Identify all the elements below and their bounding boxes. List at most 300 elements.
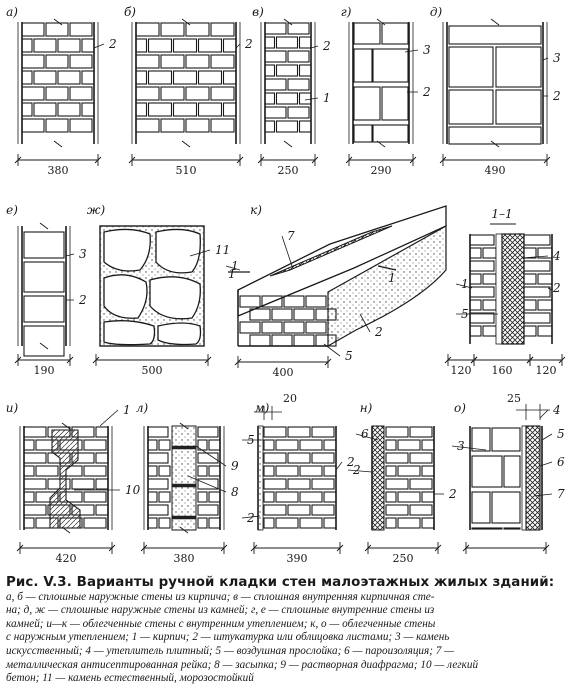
natural-stone: [158, 323, 201, 345]
brick: [148, 440, 157, 450]
brick: [161, 55, 184, 68]
brick: [70, 55, 92, 68]
brick: [34, 39, 56, 52]
brick: [538, 274, 552, 284]
panel-g: [341, 5, 431, 177]
brick: [449, 47, 493, 87]
brick: [82, 39, 94, 52]
callout-number: 2: [323, 39, 331, 53]
brick: [373, 125, 408, 142]
brick: [48, 479, 70, 489]
brick: [240, 322, 260, 333]
dimension-label: 380: [173, 552, 195, 565]
brick: [159, 466, 170, 476]
brick: [136, 87, 159, 100]
callout-number: 2: [79, 293, 87, 307]
panel-a: [6, 5, 117, 177]
brick: [24, 326, 64, 356]
dimension-label: 120: [450, 364, 472, 377]
brick: [524, 274, 536, 284]
brick: [288, 51, 309, 62]
brick: [483, 274, 496, 284]
brick: [306, 322, 326, 333]
brick: [524, 287, 550, 297]
brick: [504, 528, 520, 529]
callout-number: 2: [449, 487, 457, 501]
brick: [496, 47, 541, 87]
brick: [136, 71, 147, 84]
caption-line: искусственный; 4 — утеплитель плитный; 5 — воздушная прослойка; 6 — пароизоляция; 7 —: [6, 644, 455, 657]
brick: [300, 65, 312, 76]
brick: [277, 65, 298, 76]
dimension-label: 500: [141, 364, 163, 377]
brick: [288, 479, 310, 489]
brick: [354, 87, 380, 120]
brick: [312, 479, 334, 489]
dimension-label: 420: [55, 552, 77, 565]
brick: [410, 479, 432, 489]
brick: [265, 23, 286, 34]
line: [542, 434, 552, 440]
panel-letter: б): [123, 5, 137, 19]
line: [100, 410, 118, 426]
brick: [58, 103, 80, 116]
caption-line: на; д, ж — сплошные наружные стены из камней; г, е — сплошные внутренние стены из: [6, 604, 435, 617]
callout-number: 7: [557, 487, 565, 501]
brick: [354, 49, 372, 82]
brick: [22, 119, 44, 132]
brick: [82, 103, 94, 116]
brick: [264, 505, 286, 515]
brick: [538, 300, 552, 310]
brick: [472, 528, 502, 529]
callout-number: 8: [231, 485, 239, 499]
brick: [136, 39, 147, 52]
brick: [148, 427, 168, 437]
brick: [422, 466, 434, 476]
brick: [211, 119, 234, 132]
line: [311, 46, 318, 48]
panel-letter: в): [252, 5, 264, 19]
panel-letter: а): [6, 5, 18, 19]
mortar-diaphragm: [172, 446, 196, 449]
brick: [300, 37, 312, 48]
brick: [265, 93, 275, 104]
dimension-label: 250: [277, 164, 299, 177]
brick: [300, 93, 312, 104]
brick: [34, 71, 56, 84]
panel-b: [124, 5, 253, 177]
panel-letter: л): [135, 401, 149, 415]
brick: [211, 23, 234, 36]
brick: [524, 248, 536, 258]
brick: [288, 505, 310, 515]
brick: [312, 427, 334, 437]
brick: [209, 440, 220, 450]
line: [284, 141, 292, 147]
dimension-label: 120: [535, 364, 557, 377]
brick: [96, 453, 108, 463]
brick: [398, 466, 420, 476]
dimension-label: 190: [33, 364, 55, 377]
brick: [22, 87, 44, 100]
air-gap: [496, 234, 502, 344]
brick: [382, 87, 408, 120]
brick: [72, 479, 94, 489]
brick: [159, 492, 170, 502]
brick: [294, 335, 314, 346]
brick: [272, 335, 292, 346]
brick: [300, 466, 322, 476]
brick: [324, 440, 336, 450]
brick: [136, 103, 147, 116]
panel-k: [226, 203, 446, 379]
brick: [24, 505, 46, 515]
brick: [398, 440, 420, 450]
callout-number: 2: [553, 281, 561, 295]
callout-number: 10: [125, 483, 141, 497]
brick: [96, 479, 108, 489]
brick: [386, 492, 396, 502]
brick: [174, 103, 197, 116]
dimension-label: 390: [286, 552, 308, 565]
brick: [284, 322, 304, 333]
brick: [524, 326, 536, 336]
callout-number: 2: [247, 511, 255, 525]
brick: [272, 309, 292, 320]
brick: [373, 49, 408, 82]
figure-caption: [6, 576, 566, 686]
brick: [198, 492, 207, 502]
brick: [470, 274, 481, 284]
brick: [288, 79, 309, 90]
panel-letter: м): [254, 401, 270, 415]
brick: [264, 440, 274, 450]
natural-stone: [104, 275, 147, 318]
brick: [161, 87, 184, 100]
brick: [224, 103, 237, 116]
brick: [24, 518, 34, 528]
callout-number: 2: [109, 37, 117, 51]
dimension-label: 25: [507, 392, 521, 405]
brick: [483, 300, 496, 310]
brick: [24, 492, 34, 502]
natural-stone: [156, 229, 200, 272]
panel-letter: е): [6, 203, 18, 217]
brick: [84, 518, 106, 528]
brick: [265, 65, 275, 76]
brick: [22, 55, 44, 68]
brick: [174, 71, 197, 84]
dimension-label: 290: [370, 164, 392, 177]
callout-number: 2: [353, 463, 361, 477]
brick: [354, 125, 372, 142]
brick: [159, 518, 170, 528]
brick: [386, 518, 396, 528]
brick: [24, 453, 46, 463]
brick: [300, 518, 322, 528]
brick: [277, 37, 298, 48]
brick: [470, 261, 494, 271]
line: [40, 343, 48, 349]
brick: [46, 23, 68, 36]
brick: [284, 296, 304, 307]
panel-letter: ж): [86, 203, 106, 217]
brick: [58, 71, 80, 84]
brick: [470, 287, 494, 297]
brick: [24, 466, 34, 476]
panel-letter: г): [340, 5, 352, 19]
brick: [386, 440, 396, 450]
brick: [136, 119, 159, 132]
brick: [449, 26, 541, 44]
brick: [262, 322, 282, 333]
brick: [483, 326, 496, 336]
callout-number: 3: [79, 247, 87, 261]
brick: [265, 79, 286, 90]
brick: [538, 326, 552, 336]
brick: [24, 262, 64, 292]
brick: [504, 456, 520, 487]
brick: [22, 103, 32, 116]
panel-letter: о): [454, 401, 466, 415]
line: [40, 223, 48, 229]
brick: [199, 103, 222, 116]
insulation: [526, 426, 540, 530]
panel-m: [242, 392, 355, 565]
panel-d: [430, 5, 561, 177]
callout-number: 3: [553, 51, 561, 65]
brick: [136, 23, 159, 36]
dimension-label: 510: [175, 164, 197, 177]
brick: [264, 492, 274, 502]
brick: [264, 479, 286, 489]
insulation: [502, 234, 524, 344]
callout-number: 5: [557, 427, 565, 441]
brick: [224, 39, 237, 52]
dimension-label: 490: [484, 164, 506, 177]
brick: [300, 440, 322, 450]
brick: [70, 119, 92, 132]
dimension-label: 250: [392, 552, 414, 565]
brick: [22, 39, 32, 52]
brick: [288, 427, 310, 437]
brick: [264, 427, 286, 437]
line: [491, 19, 499, 25]
brick: [306, 296, 326, 307]
line: [62, 423, 70, 429]
dimension-label: 400: [272, 366, 294, 379]
brick: [24, 232, 64, 258]
brick: [148, 518, 157, 528]
callout-number: 2: [347, 455, 355, 469]
callout-number: 6: [361, 427, 369, 441]
callout-number: 2: [375, 325, 383, 339]
brick: [265, 107, 286, 118]
brick: [312, 505, 334, 515]
line: [182, 141, 190, 147]
line: [94, 44, 104, 48]
brick: [96, 427, 108, 437]
brick: [277, 121, 298, 132]
brick: [148, 453, 168, 463]
brick: [398, 492, 420, 502]
brick: [46, 87, 68, 100]
brick: [198, 427, 218, 437]
brick: [82, 71, 94, 84]
brick: [84, 466, 106, 476]
section-mark: 1: [388, 271, 396, 285]
brick: [46, 119, 68, 132]
brick: [149, 71, 172, 84]
callout-number: 11: [215, 243, 231, 257]
brick: [324, 518, 336, 528]
callout-number: 6: [557, 455, 565, 469]
brick: [276, 492, 298, 502]
panel-letter: и): [5, 401, 19, 415]
air-gap: [522, 426, 526, 530]
callout-number: 7: [287, 229, 295, 243]
caption-line: металлическая антисептированная рейка; 8 — засыпка; 9 — растворная диафрагма; 10 — легкий: [6, 658, 479, 671]
brick: [186, 87, 209, 100]
callout-number: 5: [247, 433, 255, 447]
brick: [470, 313, 494, 323]
brick: [492, 428, 520, 451]
brick: [24, 479, 46, 489]
callout-number: 4: [553, 403, 561, 417]
brick: [209, 492, 220, 502]
brick: [324, 492, 336, 502]
brick: [148, 492, 157, 502]
panel-letter: н): [359, 401, 373, 415]
callout-number: 1: [231, 259, 239, 273]
brick: [386, 466, 396, 476]
brick: [211, 55, 234, 68]
brick: [22, 23, 44, 36]
brick: [136, 55, 159, 68]
brick: [70, 87, 92, 100]
dimension-label: 380: [47, 164, 69, 177]
callout-number: 5: [345, 349, 353, 363]
caption-title: Рис. V.3. Варианты ручной кладки стен малоэтажных жилых зданий:: [6, 575, 555, 590]
brick: [265, 121, 275, 132]
brick: [24, 427, 46, 437]
mortar-diaphragm: [172, 484, 196, 487]
panel-zh: [87, 203, 230, 377]
brick: [199, 39, 222, 52]
brick: [264, 453, 286, 463]
brick: [472, 456, 502, 487]
brick: [265, 37, 275, 48]
brick: [199, 71, 222, 84]
brick: [149, 103, 172, 116]
brick: [174, 39, 197, 52]
line: [405, 50, 418, 52]
brick: [470, 235, 494, 245]
brick: [472, 492, 490, 523]
natural-stone: [150, 277, 200, 319]
panel-l: [136, 401, 239, 565]
brick: [422, 518, 434, 528]
line: [54, 141, 62, 147]
brick: [276, 440, 298, 450]
brick: [46, 55, 68, 68]
mortar-diaphragm: [172, 516, 196, 519]
panel-section-1-1: [445, 207, 565, 377]
brick: [148, 505, 168, 515]
brick: [470, 326, 481, 336]
callout-number: 2: [245, 37, 253, 51]
brick: [422, 440, 434, 450]
callout-number: 2: [553, 89, 561, 103]
brick: [22, 71, 32, 84]
brick: [149, 39, 172, 52]
natural-stone: [104, 321, 155, 345]
caption-line: а, б — сплошные наружные стены из кирпича; в — сплошная внутренняя кирпичная сте-: [6, 590, 435, 603]
brick: [250, 335, 270, 346]
brick: [70, 23, 92, 36]
callout-number: 1: [461, 277, 469, 291]
brick: [58, 39, 80, 52]
brick: [148, 466, 157, 476]
brick: [198, 466, 207, 476]
dimension-label: 160: [491, 364, 513, 377]
brick: [300, 492, 322, 502]
callout-number: 4: [553, 249, 561, 263]
brick: [36, 466, 58, 476]
callout-number: 3: [423, 43, 431, 57]
brick: [422, 492, 434, 502]
section-mark: 1: [228, 267, 236, 281]
panel-i: [6, 401, 141, 565]
brick: [288, 107, 309, 118]
brick: [386, 427, 408, 437]
panel-e: [6, 203, 87, 377]
brick: [288, 453, 310, 463]
brick: [96, 505, 108, 515]
brick: [186, 55, 209, 68]
brick: [470, 248, 481, 258]
brick: [265, 51, 286, 62]
brick: [398, 518, 420, 528]
brick: [264, 518, 274, 528]
panel-n: [348, 401, 457, 565]
brick: [410, 453, 432, 463]
brick: [410, 427, 432, 437]
brick: [211, 87, 234, 100]
brick: [300, 121, 312, 132]
brick: [24, 296, 64, 322]
brick: [209, 518, 220, 528]
panel-letter: д): [429, 5, 443, 19]
line: [377, 19, 385, 25]
panel-letter: к): [250, 203, 262, 217]
brick: [84, 440, 106, 450]
brick: [34, 103, 56, 116]
brick: [24, 440, 34, 450]
callout-number: 1: [323, 91, 331, 105]
brick: [159, 440, 170, 450]
section-title: 1–1: [491, 207, 513, 221]
brick: [161, 119, 184, 132]
brick: [524, 235, 550, 245]
line: [336, 462, 342, 470]
callout-number: 1: [123, 403, 131, 417]
brick: [198, 505, 218, 515]
brick: [312, 453, 334, 463]
brick: [161, 23, 184, 36]
line: [54, 19, 62, 25]
